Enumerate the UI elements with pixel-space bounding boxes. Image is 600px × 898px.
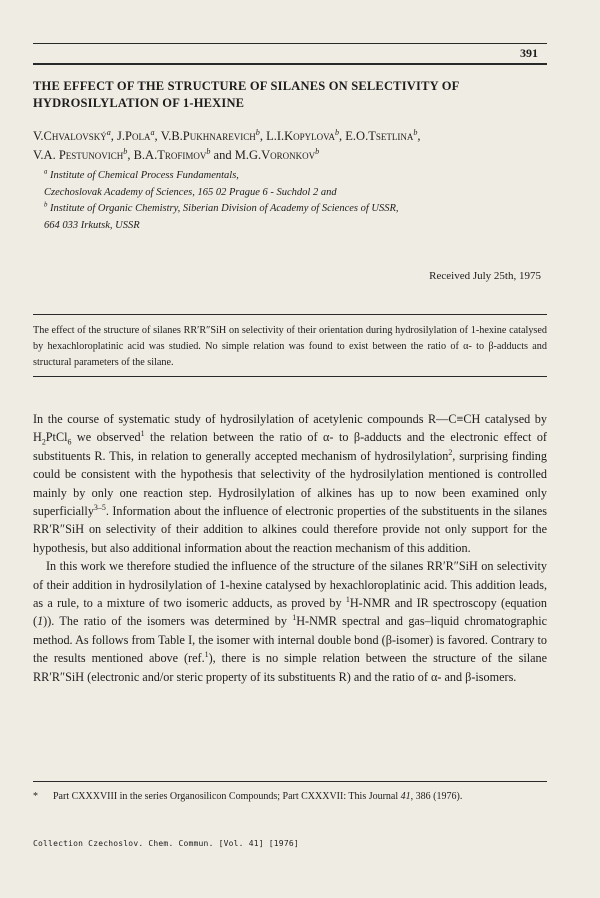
abstract-rule-top: [33, 314, 547, 315]
affiliation-b: $^b$ Institute of Organic Chemistry, Siberian Division of Academy of Sciences of USSR,: [44, 201, 399, 214]
affiliations: [44, 168, 544, 234]
author-name: V.B.Pukhnarevich: [160, 129, 256, 143]
author-affiliation-mark: b: [206, 146, 211, 156]
author-name: J.Pola: [117, 129, 151, 143]
received-date: Received July 25th, 1975: [429, 270, 541, 282]
author-name: L.I.Kopylova: [266, 129, 335, 143]
journal-footer: Collection Czechoslov. Chem. Commun. [Vol. 41] [1976]: [33, 839, 299, 848]
author-affiliation-mark: b: [413, 127, 418, 137]
author-affiliation-mark: b: [334, 127, 340, 137]
affiliation-a: $^a$ Institute of Chemical Process Fundamentals,: [44, 168, 239, 181]
author-name: V.Chvalovský: [33, 129, 107, 143]
author-affiliation-mark: b: [255, 127, 260, 137]
author-affiliation-mark: b: [315, 146, 320, 156]
author-affiliation-mark: b: [123, 146, 128, 156]
paragraph-2: In this work we therefore studied the influence of the structure of the silanes RR′R″SiH on selectivity of their addition in hydrosilylation of 1-hexine catalysed by hexachloroplatinic acid. This addition leads, as a rule, to a mixture of two isomeric adducts, as proved by $^1$H-NMR and IR spectroscopy (equation (1)). The ratio of the isomers was determined by $^1$H-NMR spectral and gas–liquid chromatographic method. As follows from Table I, the isomer with internal double bond (β-isomer) is favored. Contrary to the results mentioned above (ref.$^1$), there is no simple relation between the structure of the silane RR′R″SiH (electronic and/or steric property of its substituents R) and the ratio of α- and β-isomers.: [33, 559, 547, 684]
paragraph-1: In the course of systematic study of hydrosilylation of acetylenic compounds R—C≡CH catalysed by $H_2PtCl_6$ we observed$^1$ the relation between the ratio of α- to β-adducts and the electronic effect of substituents R. This, in relation to generally accepted mechanism of hydrosilylation$^2$, surprising finding could be consistent with the hypothesis that selectivity of the hydrosilylation mentioned is controlled mainly by only one reaction step. Hydrosilylation of alkines has up to now been examined only superficially$^{3-5}$. Information about the influence of electronic properties of the substituents in the silanes RR′R″SiH on selectivity of their addition to alkines could therefore provide not only support for the hypothesis, but also additional information about the reaction mechanism of this addition.: [33, 412, 547, 555]
abstract-rule-bottom: [33, 376, 547, 377]
author-list: V.Chvalovský$^a$, J.Pola$^a$, V.B.Pukhnarevich$^b$, L.I.Kopylova$^b$, E.O.Tsetlina$^b$, V.A. Pestunovich$^b$, B.A.Trofimov$^b$ and M.G.Voronkov$^b$: [33, 127, 421, 162]
author-affiliation-mark: a: [106, 127, 111, 137]
abstract: The effect of the structure of silanes RR′R″SiH on selectivity of their orientation during hydrosilylation of 1-hexine catalysed by hexachloroplatinic acid was studied. No simple relation was found to exist between the ratio of α- to β-adducts and structural parameters of the silane.: [33, 325, 547, 368]
footnote-rule: [33, 781, 547, 782]
affiliation-a-cont: Czechoslovak Academy of Sciences, 165 02 Prague 6 - Suchdol 2 and: [44, 186, 337, 198]
affiliation-b-cont: 664 033 Irkutsk, USSR: [44, 219, 140, 231]
header-rule-bottom: [33, 63, 547, 65]
page-number: 391: [520, 46, 538, 60]
author-name: B.A.Trofimov: [133, 148, 207, 162]
header-rule-top: [33, 43, 547, 44]
article-title: THE EFFECT OF THE STRUCTURE OF SILANES ON SELECTIVITY OF HYDROSILYLATION OF 1-HEXINE: [33, 79, 459, 110]
author-name: E.O.Tsetlina: [345, 129, 414, 143]
author-name: M.G.Voronkov: [234, 148, 316, 162]
body-text: [33, 410, 547, 686]
footnote: * Part CXXXVIII in the series Organosilicon Compounds; Part CXXXVII: This Journal 41, 386 (1976).: [33, 791, 463, 802]
footnote-mark: *: [33, 791, 38, 802]
author-name: V.A. Pestunovich: [33, 148, 124, 162]
author-affiliation-mark: a: [150, 127, 155, 137]
